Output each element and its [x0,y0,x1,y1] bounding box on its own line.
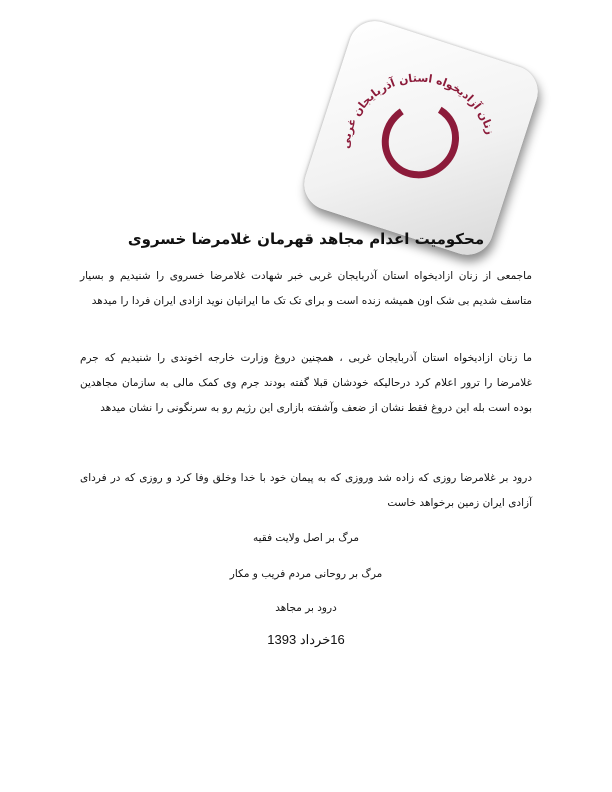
logo-ring [371,91,470,190]
slogan-1: مرگ بر اصل ولایت فقیه [252,532,360,544]
organization-logo [323,40,519,236]
paragraph-1: ماجمعی از زنان ازادیخواه استان آذربایجان غربی خبر شهادت غلامرضا خسروی را شنیدیم و بسیار متاسف شدیم بی شک اون همیشه زنده است و برای تک تک ما ایرانیان نوید ازادی ایران فردا را میدهد [80,270,532,307]
document-title: محکومیت اعدام مجاهد قهرمان غلامرضا خسروی [127,230,485,248]
paragraph-3: درود بر غلامرضا روزی که زاده شد وروزی که به پیمان خود با خدا وخلق وفا کرد و روزی که در فردای آزادی ایران زمین برخواهد خاست [80,472,532,509]
slogan-2: مرگ بر روحانی مردم فریب و مکار [229,568,383,580]
document-date: 16خرداد 1393 [267,632,345,647]
slogan-3: درود بر مجاهد [275,602,337,614]
paragraph-2: ما زنان ازادیخواه استان آذربایجان غربی ، همچنین دروغ وزارت خارجه اخوندی را شنیدیم که جرم غلامرضا را ترور اعلام کرد درحالیکه خودشان قبلا گفته بودند جرم وی کمک مالی به سازمان مجاهدین بوده است بله این دروغ فقط نشان از ضعف وآشفته بازاری این رژیم رو به سرنگونی را نشان میدهد [80,352,532,414]
logo-text-path: زنان آزادیخواه استان آذربایجان غربی [339,71,497,150]
logo-emblem [323,40,519,236]
